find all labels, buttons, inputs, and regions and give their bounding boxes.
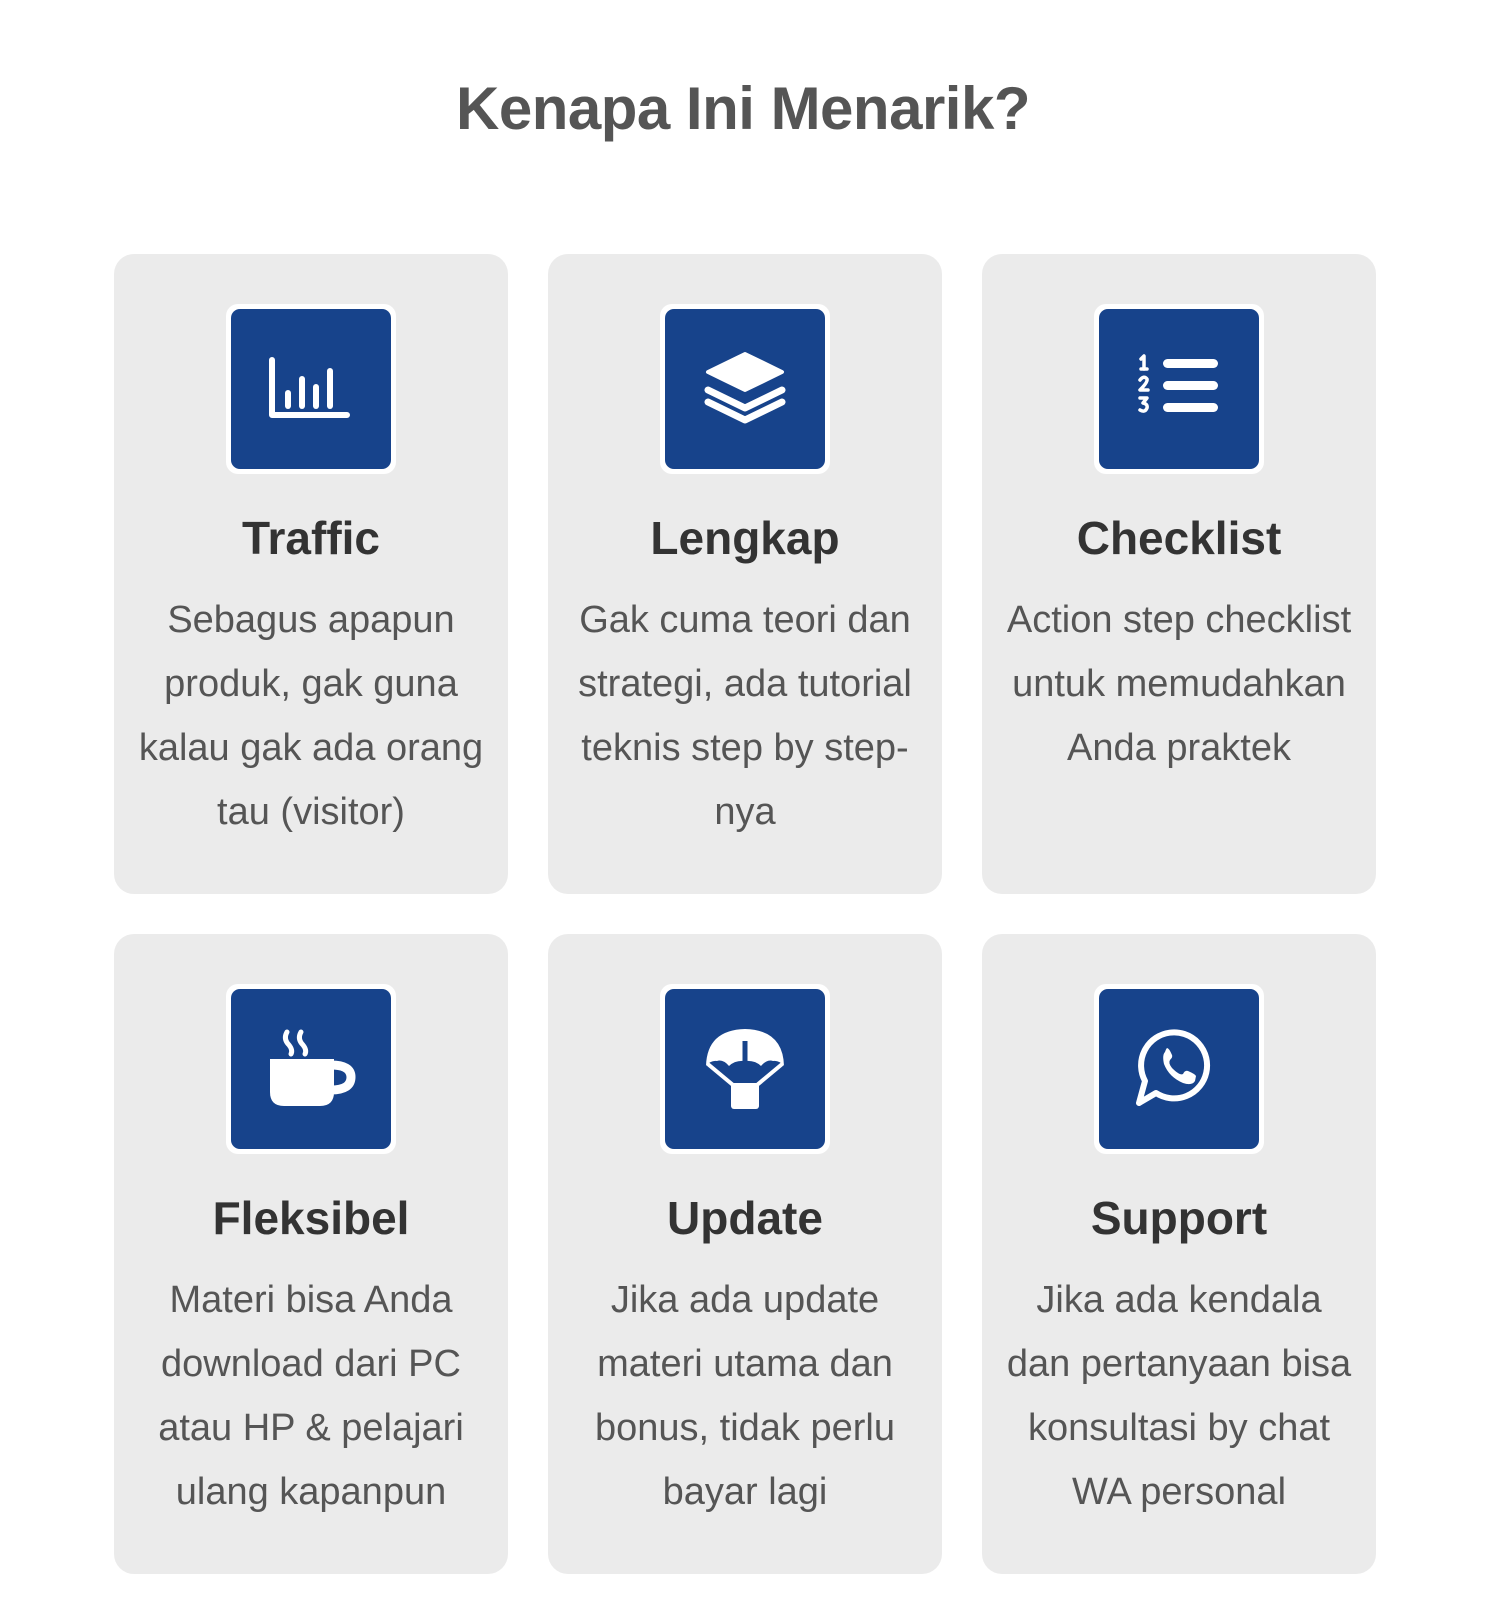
coffee-cup-icon bbox=[231, 989, 391, 1149]
feature-card-update bbox=[548, 934, 942, 1574]
feature-description: Jika ada kendala dan pertanyaan bisa konsultasi by chat WA personal bbox=[1006, 1279, 1352, 1513]
icon-frame bbox=[660, 984, 830, 1154]
feature-description: Jika ada update materi utama dan bonus, tidak perlu bayar lagi bbox=[595, 1279, 895, 1513]
whatsapp-icon bbox=[1099, 989, 1259, 1149]
icon-frame bbox=[1094, 304, 1264, 474]
feature-card-checklist bbox=[982, 254, 1376, 894]
icon-box bbox=[665, 989, 825, 1149]
feature-card-support bbox=[982, 934, 1376, 1574]
parachute-box-icon bbox=[665, 989, 825, 1149]
features-grid bbox=[114, 254, 1375, 1574]
icon-frame bbox=[660, 304, 830, 474]
feature-title: Checklist bbox=[1076, 512, 1282, 564]
numbered-list-icon bbox=[1099, 309, 1259, 469]
feature-title: Lengkap bbox=[650, 512, 840, 564]
feature-card-lengkap bbox=[548, 254, 942, 894]
icon-box bbox=[231, 989, 391, 1149]
icon-box bbox=[231, 309, 391, 469]
feature-title: Update bbox=[667, 1192, 823, 1244]
icon-frame bbox=[1094, 984, 1264, 1154]
feature-description: Materi bisa Anda download dari PC atau HP & pelajari ulang kapanpun bbox=[158, 1279, 464, 1513]
feature-description: Gak cuma teori dan strategi, ada tutorial teknis step by step-nya bbox=[578, 599, 912, 833]
feature-title: Support bbox=[1090, 1192, 1268, 1244]
feature-description: Action step checklist untuk memudahkan Anda praktek bbox=[1006, 599, 1352, 769]
feature-description: Sebagus apapun produk, gak guna kalau gak ada orang tau (visitor) bbox=[138, 599, 484, 833]
page-title: Kenapa Ini Menarik? bbox=[456, 75, 1030, 142]
icon-box bbox=[1099, 989, 1259, 1149]
icon-box bbox=[1099, 309, 1259, 469]
feature-card-traffic bbox=[114, 254, 508, 894]
layers-icon bbox=[665, 309, 825, 469]
icon-box bbox=[665, 309, 825, 469]
icon-frame bbox=[226, 304, 396, 474]
feature-title: Fleksibel bbox=[212, 1192, 410, 1244]
feature-card-fleksibel bbox=[114, 934, 508, 1574]
icon-frame bbox=[226, 984, 396, 1154]
feature-title: Traffic bbox=[241, 512, 381, 564]
bar-chart-icon bbox=[231, 309, 391, 469]
